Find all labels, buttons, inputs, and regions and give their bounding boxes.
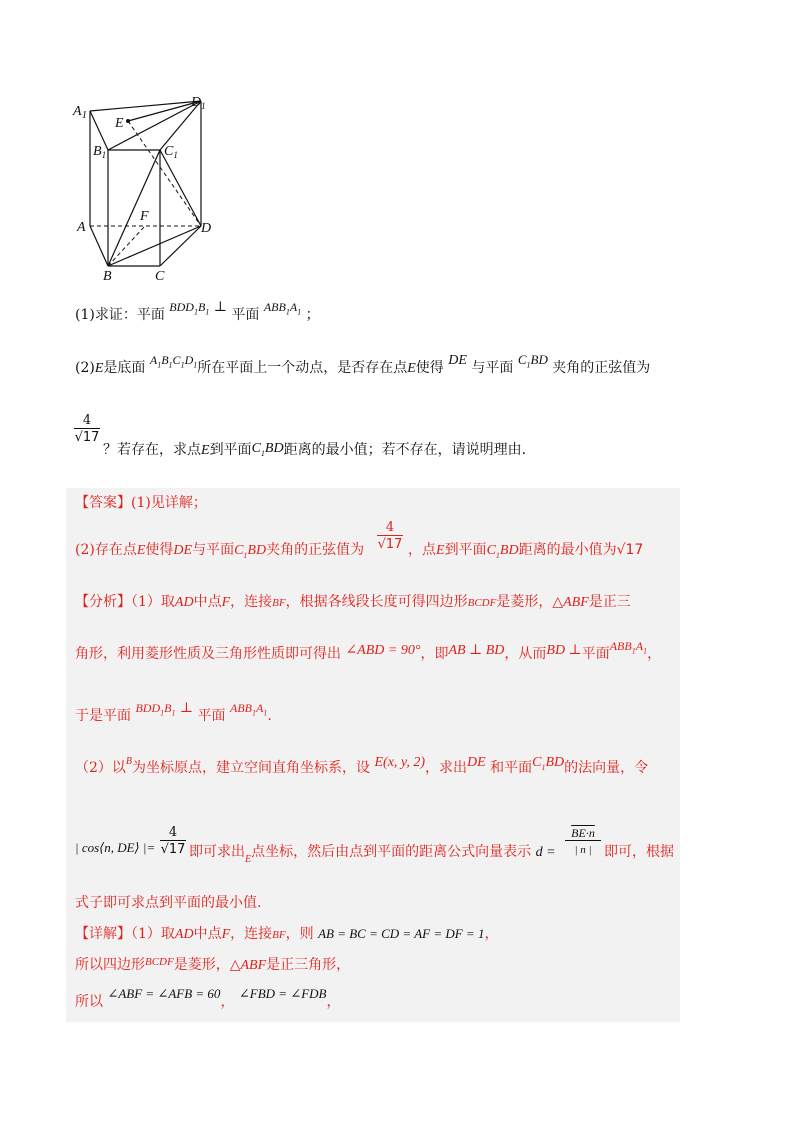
edge-B-D — [108, 226, 201, 266]
q1-mid: 平面 — [231, 307, 260, 323]
label-A: A — [77, 220, 86, 235]
q2-plane: $C_1BD$ — [517, 352, 548, 370]
edge-C1-D — [160, 150, 201, 226]
q2-prefix: (2) — [75, 360, 95, 376]
point-E — [126, 119, 130, 123]
q2-text8: 距离的最小值；若不存在，请说明理由. — [283, 442, 527, 458]
analysis-line-2: 角形，利用菱形性质及三角形性质即可得出 ∠ABD = 90°，即AB ⊥ BD，从而BD ⊥平面$ABB_1A_1$， — [75, 639, 662, 662]
analysis-tag: 【分析】 — [75, 594, 131, 610]
q2-text6: ？若存在，求点 — [103, 442, 201, 458]
distance-fraction: $\frac{BE\cdot n}{| n |}$ — [565, 826, 601, 858]
q2-frac-num: 4 — [82, 413, 92, 428]
label-D1: $D_1$ — [191, 95, 206, 111]
cos-fraction: $\frac{4}{√17}$ — [160, 825, 186, 857]
analysis-line-3: 于是平面 $BDD_1B_1$ ⊥ 平面 $ABB_1A_1$. — [75, 700, 272, 724]
q2-text3: 使得 — [415, 360, 444, 376]
edge-B-C1 — [108, 150, 160, 266]
detail-tag: 【详解】 — [75, 926, 131, 942]
q2-text1: 是底面 — [103, 360, 146, 376]
q1-end: ； — [305, 307, 320, 323]
analysis-line-1: 【分析】（1）取AD中点F，连接BF，根据各线段长度可得四边形BCDF是菱形，△ABF是正三 — [75, 594, 631, 610]
q2-text2: 所在平面上一个动点，是否存在点 — [197, 360, 408, 376]
analysis-line-5c: 即可，根据 — [604, 844, 674, 860]
question-1 — [75, 299, 320, 330]
q2-E2: E — [407, 361, 416, 376]
answer-line-2b: ，点E到平面$C_1BD$距离的最小值为√17 — [408, 542, 644, 560]
q1-plane2: $ABB_1A_1$ — [263, 300, 302, 317]
analysis-line-6: 式子即可求点到平面的最小值. — [75, 895, 262, 911]
question-2-line1 — [75, 352, 651, 384]
q1-plane1: $BDD_1B_1$ — [169, 300, 210, 317]
cos-expression: | cos⟨n, DE⟩ |= — [75, 840, 156, 855]
label-B: B — [103, 269, 112, 284]
edge-C-D — [160, 226, 201, 266]
q2-text4: 与平面 — [471, 360, 514, 376]
label-C1: $C_1$ — [164, 144, 178, 160]
detail-line-2: 所以四边形$^{BCDF}$是菱形，△ABF是正三角形， — [75, 956, 351, 973]
q2-frac-den: √17 — [74, 430, 100, 445]
q2-plane2: $C_1BD$ — [251, 441, 284, 458]
edge-A-B — [90, 226, 108, 266]
q2-fraction — [74, 414, 100, 446]
analysis-line-5 — [75, 838, 155, 858]
edge-E-D-hidden — [128, 121, 201, 226]
edge-B-F-hidden — [108, 226, 145, 266]
answer-tag: 【答案】 — [75, 495, 131, 511]
answer-1: (1)见详解； — [131, 495, 207, 511]
detail-line-3: 所以 ∠ABF = ∠AFB = 60， ∠FBD = ∠FDB， — [75, 986, 341, 1010]
q1-perp: ⊥ — [213, 299, 227, 315]
question-2-line2 — [103, 440, 526, 466]
q2-DE: DE — [448, 353, 467, 368]
label-B1: $B_1$ — [93, 144, 107, 160]
label-D: D — [201, 221, 212, 236]
analysis-line-4: （2）以$^B$为坐标原点，建立空间直角坐标系，设 E(x, y, 2)，求出DE 和平面$C_1BD$的法向量，令 — [75, 755, 649, 776]
q2-text5: 夹角的正弦值为 — [552, 360, 651, 376]
label-C: C — [155, 269, 165, 284]
q2-text7: 到平面 — [209, 442, 252, 458]
answer-line-1 — [75, 493, 207, 513]
detail-line-1: 【详解】（1）取AD中点F，连接BF，则 AB = BC = CD = AF = DF = 1， — [75, 926, 499, 942]
q2-base: $A_1B_1C_1D_1$ — [149, 353, 198, 370]
label-F: F — [140, 209, 149, 224]
answer-line-2: (2)存在点E使得DE与平面$C_1BD$夹角的正弦值为 — [75, 542, 365, 560]
label-E: E — [115, 116, 124, 131]
prism-figure — [70, 92, 220, 284]
q1-prefix: (1)求证：平面 — [75, 307, 165, 323]
analysis-line-5b: 即可求出$_E$点坐标，然后由点到平面的距离公式向量表示 d = — [189, 844, 556, 865]
q2-E: E — [94, 361, 104, 376]
label-A1: $A_1$ — [73, 104, 88, 121]
answer-fraction: $\frac{4}{√17}$ — [377, 520, 403, 552]
distance-d: d = — [535, 845, 556, 860]
q2-E3: E — [201, 443, 210, 458]
